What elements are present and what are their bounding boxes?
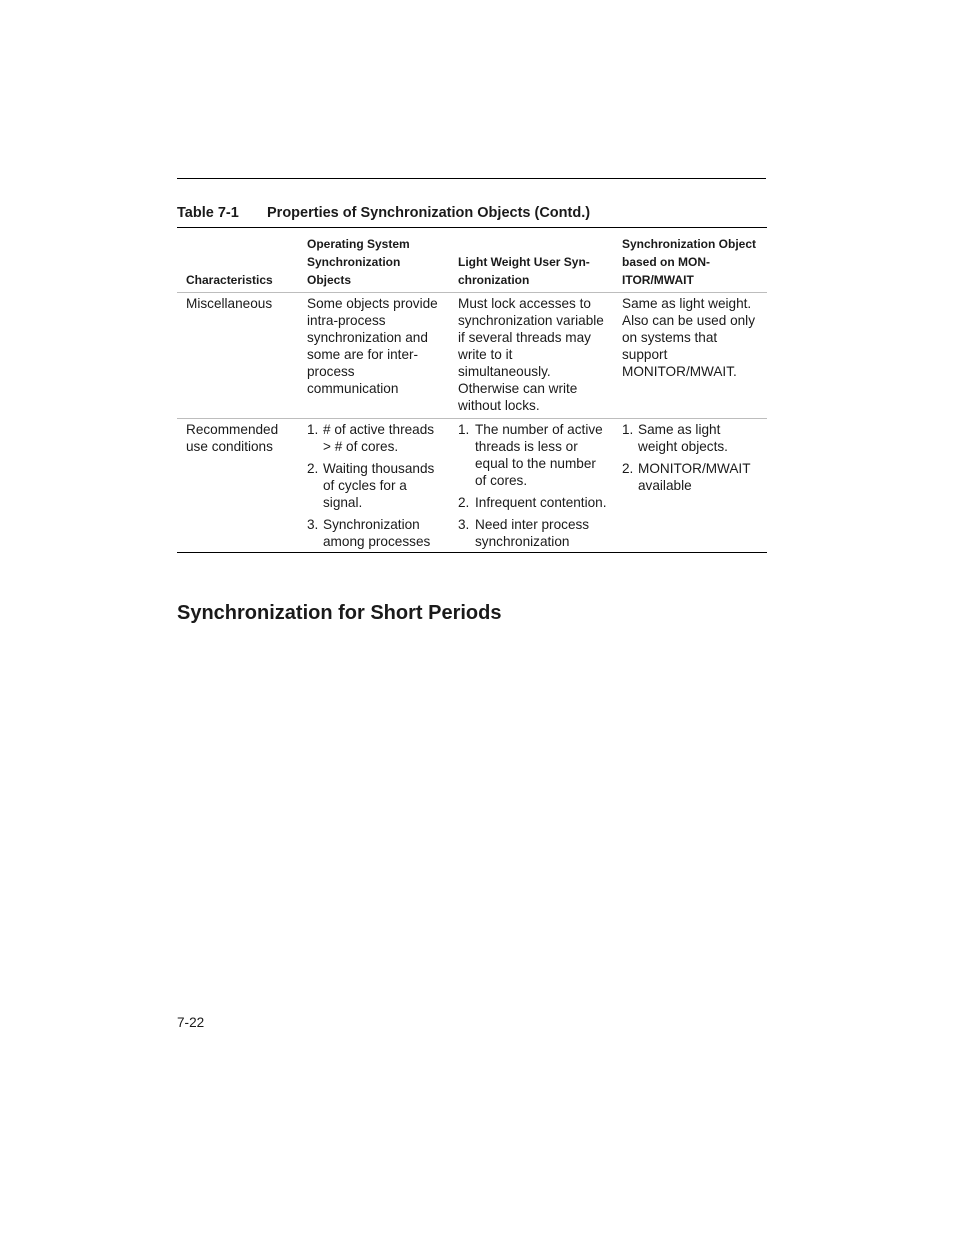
list-item: 1. The number of active threads is less or equal to the number of cores. <box>458 422 603 488</box>
os-conditions-list <box>307 421 443 550</box>
list-item: 2. MONITOR/MWAIT available <box>622 461 751 493</box>
header-light-weight: Light Weight User Syn-chronization <box>449 228 613 293</box>
table-row <box>177 293 767 419</box>
header-characteristics: Characteristics <box>177 228 298 293</box>
table-title: Properties of Synchronization Objects (Contd.) <box>267 205 591 221</box>
table-caption <box>177 205 590 221</box>
list-item: 2. Infrequent contention. <box>458 495 607 510</box>
monitor-conditions-list <box>622 421 761 494</box>
header-os-objects: Operating System Synchronization Objects <box>298 228 449 293</box>
list-item: 1. # of active threads > # of cores. <box>307 422 435 454</box>
cell-monitor <box>613 419 767 553</box>
list-item: 3. Synchronization among processes <box>307 517 431 549</box>
list-item: 1. Same as light weight objects. <box>622 422 728 454</box>
page-number: 7-22 <box>177 1015 205 1030</box>
cell-os: Some objects provide intra-process synchronization and some are for inter-process communication <box>298 293 449 419</box>
list-item: 3. Need inter process synchronization <box>458 517 590 549</box>
top-rule <box>177 178 766 179</box>
table-row <box>177 419 767 553</box>
section-heading: Synchronization for Short Periods <box>177 602 502 624</box>
cell-light <box>449 419 613 553</box>
header-monitor-mwait: Synchronization Object based on MON-ITOR/MWAIT <box>613 228 767 293</box>
cell-os <box>298 419 449 553</box>
cell-monitor: Same as light weight. Also can be used only on systems that support MONITOR/MWAIT. <box>613 293 767 419</box>
list-item: 2. Waiting thousands of cycles for a signal. <box>307 461 435 510</box>
cell-characteristic: Miscellaneous <box>177 293 298 419</box>
table-header-row <box>177 228 767 293</box>
properties-table <box>177 227 767 553</box>
cell-characteristic: Recommended use conditions <box>186 422 279 454</box>
light-conditions-list <box>458 421 607 550</box>
table-number: Table 7-1 <box>177 205 239 221</box>
cell-light: Must lock accesses to synchronization variable if several threads may write to it simultaneously. Otherwise can write without locks. <box>449 293 613 419</box>
